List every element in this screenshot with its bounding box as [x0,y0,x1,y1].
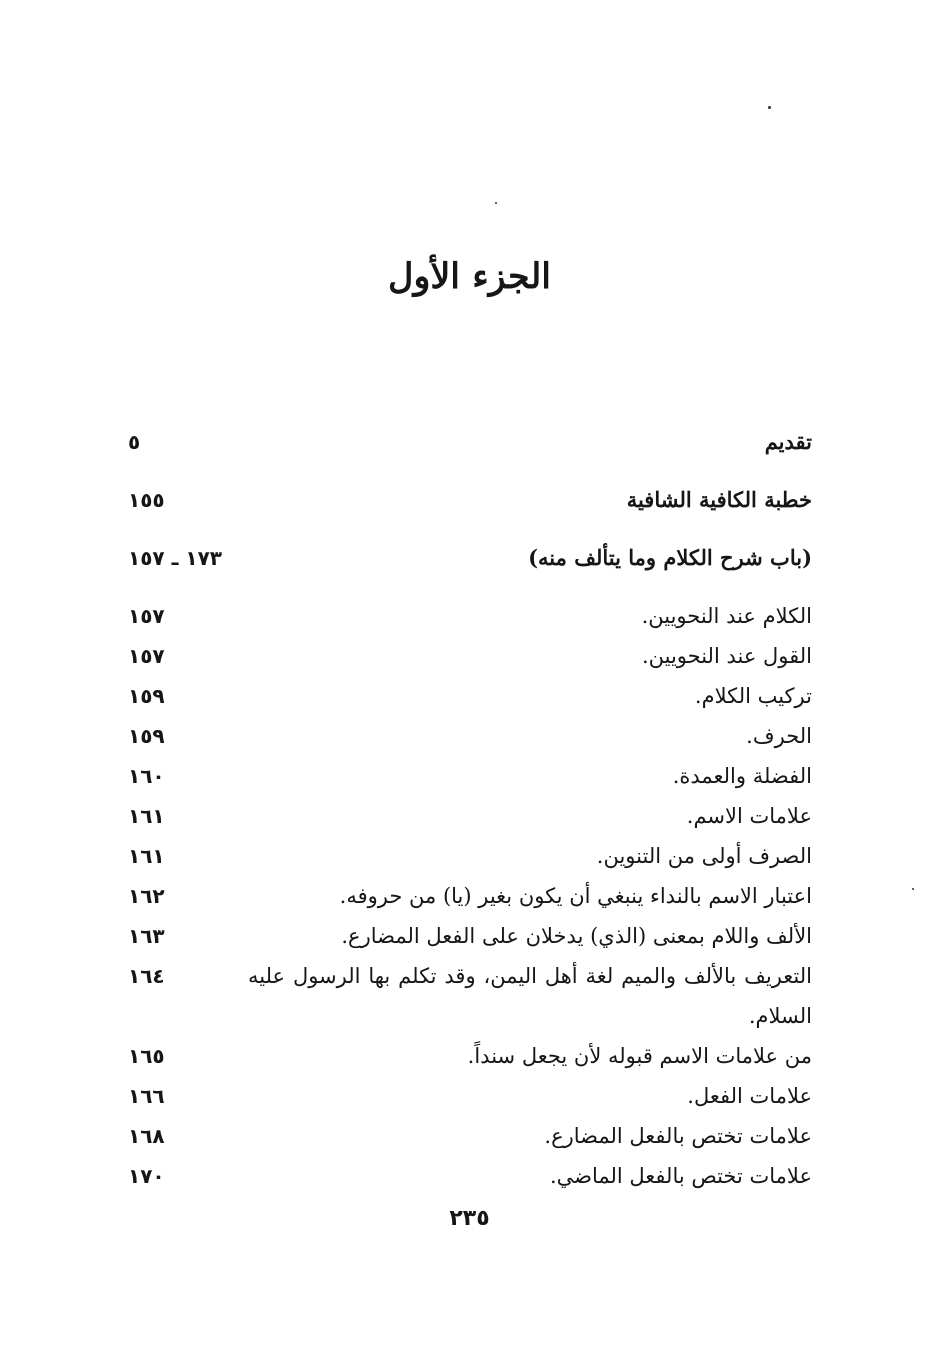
toc-row [128,876,812,916]
toc-row [128,1076,812,1116]
toc-entry-page: ١٦٤ [128,964,165,988]
toc-entry-page: ١٧٠ [128,1164,165,1188]
toc-entry-title: الفضلة والعمدة. [672,764,812,788]
scan-speck [912,888,914,890]
toc-entry-title: الصرف أولى من التنوين. [596,844,812,868]
toc-entry-title: (باب شرح الكلام وما يتألف منه) [528,545,812,570]
toc-entry-title: تركيب الكلام. [694,684,812,708]
toc-row [128,916,812,956]
toc-row [128,796,812,836]
scan-speck [495,202,497,204]
toc-entry-page: ١٦١ [128,804,165,828]
toc-row [128,676,812,716]
toc-heading-row [128,480,812,520]
toc-heading-row [128,538,812,578]
toc-row [128,716,812,756]
toc-row [128,1156,812,1196]
toc-entry-page: ١٥٥ [128,488,165,512]
toc-entry-title: علامات الفعل. [687,1084,812,1108]
toc-entry-title: اعتبار الاسم بالنداء ينبغي أن يكون بغير (يا) من حروفه. [339,884,812,908]
toc-row [128,1116,812,1156]
toc-entry-page: ١٦٥ [128,1044,165,1068]
part-title: الجزء الأول [388,256,551,297]
toc-entry-title: الألف واللام بمعنى (الذي) يدخلان على الفعل المضارع. [341,924,812,948]
toc-row [128,836,812,876]
toc-entry-page: ٥ [128,430,141,454]
page-number: ٢٣٥ [449,1206,490,1231]
scan-speck [768,106,771,109]
toc-entry-page: ١٦٦ [128,1084,165,1108]
toc-entry-title: علامات تختص بالفعل المضارع. [544,1124,812,1148]
toc-entry-page: ١٥٧ [128,604,165,628]
toc-entry-page: ١٦٨ [128,1124,165,1148]
toc-row [128,636,812,676]
toc-entry-page: ١٥٧ [128,644,165,668]
toc-entry-page: ١٦١ [128,844,165,868]
toc-entry-title: من علامات الاسم قبوله لأن يجعل سنداً. [467,1044,812,1068]
toc-entry-title: القول عند النحويين. [641,644,812,668]
toc-entry-title: تقديم [764,429,812,454]
toc-row [128,1036,812,1076]
toc-entry-page: ١٧٣ ـ ١٥٧ [128,546,223,570]
table-of-contents [128,422,812,1196]
toc-heading-row [128,422,812,462]
toc-entry-page: ١٥٩ [128,724,165,748]
toc-entry-title: الحرف. [746,724,812,748]
toc-entry-page: ١٦٣ [128,924,165,948]
toc-entry-title: علامات تختص بالفعل الماضي. [549,1164,812,1188]
toc-row [128,956,812,1036]
toc-entry-title: التعريف بالألف والميم لغة أهل اليمن، وقد تكلم بها الرسول عليه السلام. [248,964,812,1028]
toc-entry-page: ١٥٩ [128,684,165,708]
toc-entry-page: ١٦٢ [128,884,165,908]
toc-row [128,596,812,636]
toc-row [128,756,812,796]
toc-entry-title: الكلام عند النحويين. [641,604,812,628]
toc-entry-title: علامات الاسم. [686,804,812,828]
toc-entry-title: خطبة الكافية الشافية [626,487,812,512]
toc-entry-page: ١٦٠ [128,764,165,788]
